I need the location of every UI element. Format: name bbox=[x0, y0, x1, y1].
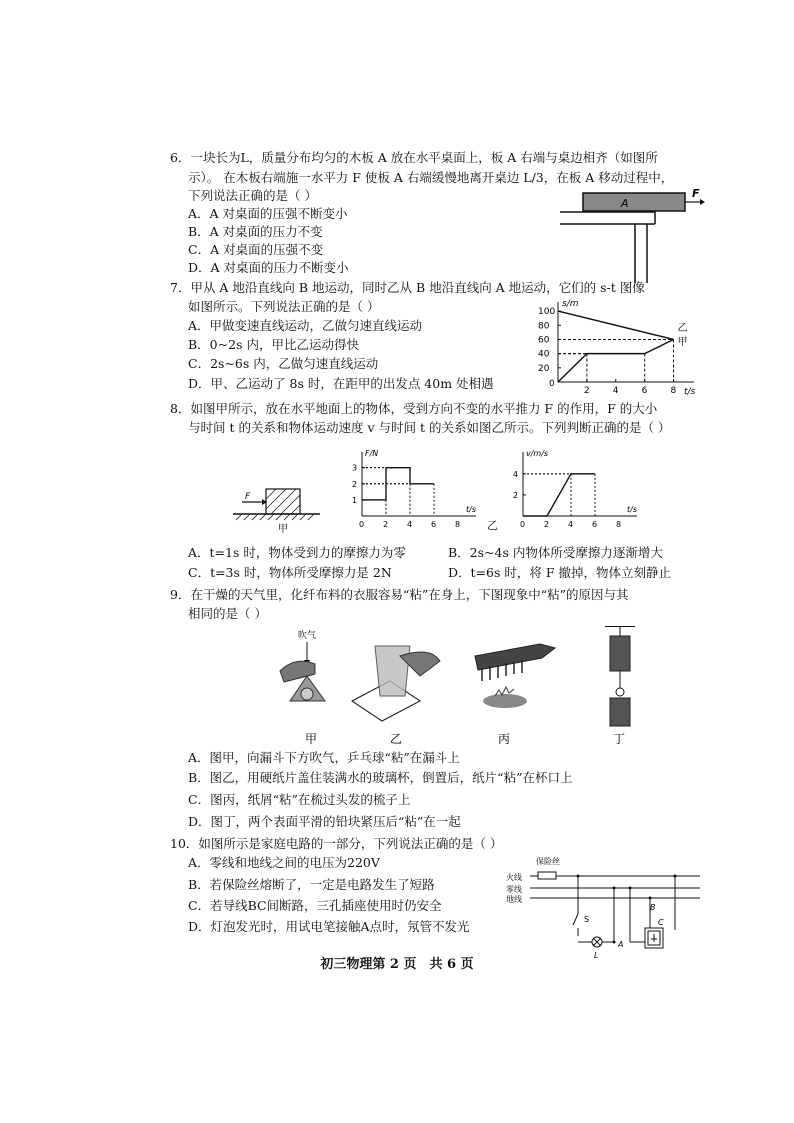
y-tick-label: 80 bbox=[538, 321, 550, 332]
q6-line2: 示）。 在木板右端施一水平力 F 使板 A 右端缓慢地离开桌边 L/3，在板 A 移动过程中， bbox=[188, 170, 674, 185]
q6-option-a: A．A 对桌面的压强不断变小 bbox=[188, 206, 348, 221]
q9-option-b: B．图乙，用硬纸片盖住装满水的玻璃杯，倒置后，纸片“粘”在杯口上 bbox=[188, 770, 573, 785]
circuit-fuse-label: 保险丝 bbox=[536, 857, 560, 866]
q10-option-a: A．零线和地线之间的电压为220V bbox=[188, 855, 380, 870]
x-axis-label: t/s bbox=[684, 387, 696, 396]
y-tick-label: 4 bbox=[513, 469, 519, 479]
x-tick-label: 6 bbox=[592, 520, 598, 529]
q10-option-b: B．若保险丝熔断了，一定是电路发生了短路 bbox=[188, 877, 435, 892]
origin-label: 0 bbox=[549, 379, 555, 389]
q9-caption-ding: 丁 bbox=[613, 732, 626, 746]
y-tick-label: 2 bbox=[513, 490, 519, 500]
x-tick-label: 6 bbox=[431, 520, 437, 529]
q8-line1: 8．如图甲所示，放在水平地面上的物体，受到方向不变的水平推力 F 的作用，F 的大小 bbox=[170, 401, 658, 416]
data-line bbox=[523, 474, 595, 516]
q8-fig-yi-label: 乙 bbox=[487, 519, 498, 532]
q8-option-c: C．t=3s 时，物体所受摩擦力是 2N bbox=[188, 565, 392, 580]
q9-caption-bing: 丙 bbox=[498, 732, 511, 746]
q8-velocity-time-chart bbox=[505, 446, 645, 531]
series-line-0 bbox=[558, 311, 674, 339]
q6-force-label: F bbox=[692, 188, 700, 200]
x-tick-label: 2 bbox=[383, 520, 389, 529]
q6-line3: 下列说法正确的是（ ） bbox=[188, 188, 317, 203]
q7-st-chart bbox=[530, 296, 710, 396]
page-footer: 初三物理第 2 页 共 6 页 bbox=[320, 957, 474, 972]
y-tick-label: 100 bbox=[538, 307, 556, 318]
series-label-0: 乙 bbox=[677, 322, 688, 334]
q7-line2: 如图所示。下列说法正确的是（ ） bbox=[188, 299, 380, 314]
series-label-1: 甲 bbox=[677, 337, 688, 349]
q6-option-d: D．A 对桌面的压力不断变小 bbox=[188, 260, 349, 275]
q7-option-b: B．0~2s 内，甲比乙运动得快 bbox=[188, 337, 359, 352]
q10-circuit-diagram bbox=[500, 852, 705, 962]
q6-option-c: C．A 对桌面的压强不变 bbox=[188, 242, 324, 257]
series-line-1 bbox=[558, 339, 674, 382]
q6-board-label: A bbox=[621, 197, 629, 210]
y-tick-label: 60 bbox=[538, 335, 550, 346]
circuit-ground-label: 地线 bbox=[506, 895, 522, 904]
lead-blocks-figure bbox=[605, 626, 635, 726]
y-tick-label: 20 bbox=[538, 363, 550, 374]
q9-blow-label: 吹气 bbox=[298, 631, 317, 641]
x-axis-label: t/s bbox=[466, 505, 476, 514]
q8-option-a: A．t=1s 时，物体受到力的摩擦力为零 bbox=[188, 545, 406, 560]
fuse-symbol bbox=[538, 872, 556, 879]
x-tick-label: 6 bbox=[641, 386, 648, 396]
x-tick-label: 8 bbox=[455, 520, 461, 529]
y-axis-label: F/N bbox=[365, 449, 379, 458]
q7-option-d: D．甲、乙运动了 8s 时，在距甲的出发点 40m 处相遇 bbox=[188, 376, 494, 391]
circuit-b-label: B bbox=[650, 903, 656, 912]
q8-option-d: D．t=6s 时，将 F 撤掉，物体立刻静止 bbox=[448, 565, 671, 580]
q6-line1: 6．一块长为L，质量分布均匀的木板 A 放在水平桌面上，板 A 右端与桌边相齐（如图所 bbox=[170, 150, 658, 165]
circuit-live-label: 火线 bbox=[506, 873, 522, 882]
x-tick-label: 8 bbox=[616, 520, 622, 529]
q8-option-b: B．2s~4s 内物体所受摩擦力逐渐增大 bbox=[448, 545, 663, 560]
circuit-switch-label: S bbox=[584, 915, 590, 924]
q10-option-d: D．灯泡发光时，用试电笔接触A点时，氖管不发光 bbox=[188, 919, 470, 934]
circuit-a-label: A bbox=[618, 940, 624, 949]
q8-force-time-chart bbox=[344, 446, 484, 531]
x-axis-label: t/s bbox=[627, 505, 637, 514]
circuit-c-label: C bbox=[658, 918, 664, 927]
q9-figures bbox=[270, 626, 690, 751]
x-tick-label: 0 bbox=[520, 520, 526, 529]
q7-option-c: C．2s~6s 内，乙做匀速直线运动 bbox=[188, 356, 379, 371]
x-tick-label: 4 bbox=[612, 386, 619, 396]
q9-option-d: D．图丁，两个表面平滑的铅块紧压后“粘”在一起 bbox=[188, 814, 461, 829]
y-tick-label: 2 bbox=[352, 479, 358, 489]
y-tick-label: 40 bbox=[538, 349, 550, 360]
q6-board-figure bbox=[555, 188, 705, 288]
y-tick-label: 1 bbox=[352, 495, 358, 505]
q7-option-a: A．甲做变速直线运动，乙做匀速直线运动 bbox=[188, 318, 423, 333]
q9-line1: 9．在干燥的天气里，化纤布料的衣服容易“粘”在身上，下图现象中“粘”的原因与其 bbox=[170, 587, 629, 602]
q8-force-label: F bbox=[245, 492, 251, 502]
q9-caption-jia: 甲 bbox=[305, 732, 318, 746]
x-tick-label: 2 bbox=[544, 520, 550, 529]
x-tick-label: 2 bbox=[583, 386, 590, 396]
q10-line1: 10．如图所示是家庭电路的一部分，下列说法正确的是（ ） bbox=[170, 836, 503, 851]
q9-caption-yi: 乙 bbox=[390, 732, 403, 746]
q8-block-figure bbox=[228, 475, 328, 535]
q9-line2: 相同的是（ ） bbox=[188, 606, 267, 621]
circuit-lamp-label: L bbox=[594, 951, 599, 960]
q9-option-a: A．图甲，向漏斗下方吹气，乒乓球“粘”在漏斗上 bbox=[188, 750, 460, 765]
circuit-neutral-label: 零线 bbox=[506, 885, 522, 894]
q10-option-c: C．若导线BC间断路，三孔插座使用时仍安全 bbox=[188, 898, 442, 913]
x-tick-label: 4 bbox=[568, 520, 574, 529]
x-tick-label: 0 bbox=[359, 520, 365, 529]
q8-fig-jia-label: 甲 bbox=[278, 524, 288, 535]
comb-figure bbox=[475, 644, 555, 708]
y-axis-label: v/m/s bbox=[526, 449, 549, 458]
x-tick-label: 4 bbox=[407, 520, 413, 529]
q7-line1: 7．甲从 A 地沿直线向 B 地运动，同时乙从 B 地沿直线向 A 地运动，它们的 s-t 图像 bbox=[170, 280, 645, 295]
q9-option-c: C．图丙，纸屑“粘”在梳过头发的梳子上 bbox=[188, 792, 411, 807]
x-tick-label: 8 bbox=[670, 386, 677, 396]
q6-option-b: B．A 对桌面的压力不变 bbox=[188, 224, 323, 239]
glass-figure bbox=[352, 646, 440, 721]
y-tick-label: 3 bbox=[352, 463, 358, 473]
y-axis-label: s/m bbox=[562, 299, 579, 309]
q8-line2: 与时间 t 的关系和物体运动速度 v 与时间 t 的关系如图乙所示。下列判断正确的是（ ） bbox=[188, 420, 671, 435]
funnel-figure bbox=[280, 629, 325, 701]
